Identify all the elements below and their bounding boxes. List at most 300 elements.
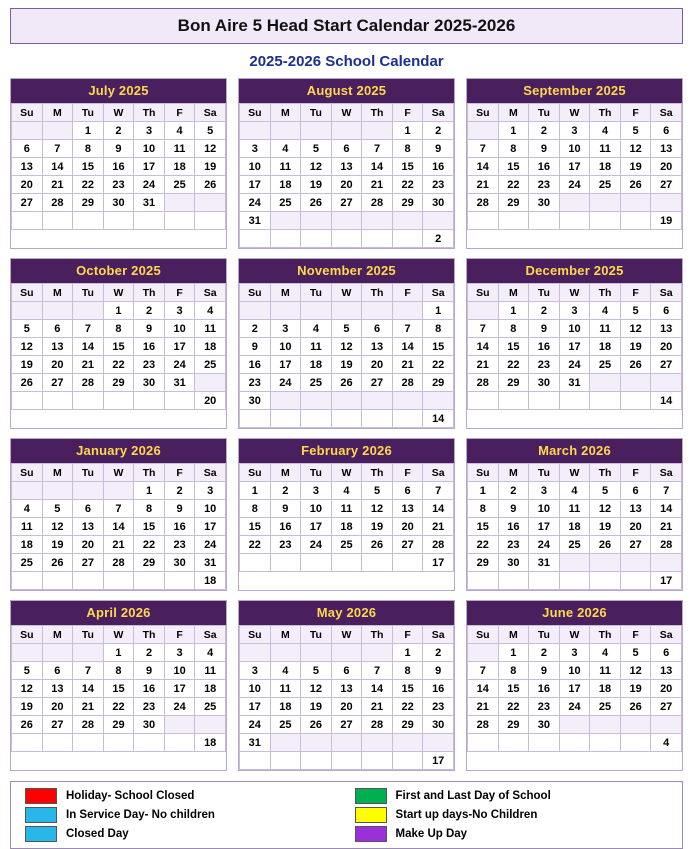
day-cell[interactable]: 12 xyxy=(620,662,651,680)
day-cell[interactable]: 12 xyxy=(12,338,43,356)
day-cell[interactable]: 16 xyxy=(103,158,134,176)
day-cell[interactable]: 14 xyxy=(468,158,499,176)
day-cell[interactable]: 7 xyxy=(103,500,134,518)
day-cell[interactable]: 27 xyxy=(42,374,73,392)
day-cell[interactable]: 3 xyxy=(270,320,301,338)
day-cell[interactable]: 8 xyxy=(498,140,529,158)
day-cell[interactable]: 29 xyxy=(498,374,529,392)
day-cell[interactable]: 18 xyxy=(195,338,226,356)
day-cell[interactable]: 1 xyxy=(423,302,454,320)
day-cell[interactable]: 29 xyxy=(392,716,423,734)
day-cell[interactable]: 11 xyxy=(12,518,43,536)
day-cell[interactable]: 18 xyxy=(270,698,301,716)
day-cell[interactable]: 9 xyxy=(240,338,271,356)
day-cell[interactable]: 14 xyxy=(103,518,134,536)
day-cell[interactable]: 29 xyxy=(498,194,529,212)
day-cell[interactable]: 19 xyxy=(590,518,621,536)
day-cell[interactable]: 7 xyxy=(423,482,454,500)
day-cell[interactable]: 12 xyxy=(362,500,393,518)
day-cell[interactable]: 22 xyxy=(103,698,134,716)
day-cell[interactable]: 6 xyxy=(331,140,362,158)
day-cell[interactable]: 3 xyxy=(559,302,590,320)
day-cell[interactable]: 26 xyxy=(362,536,393,554)
day-cell[interactable]: 2 xyxy=(529,302,560,320)
day-cell[interactable]: 19 xyxy=(620,680,651,698)
day-cell[interactable]: 30 xyxy=(423,194,454,212)
day-cell[interactable]: 7 xyxy=(42,140,73,158)
day-cell[interactable]: 13 xyxy=(392,500,423,518)
day-cell[interactable]: 8 xyxy=(134,500,165,518)
day-cell[interactable]: 10 xyxy=(559,140,590,158)
day-cell[interactable]: 10 xyxy=(164,662,195,680)
day-cell[interactable]: 26 xyxy=(12,374,43,392)
day-cell[interactable]: 19 xyxy=(12,356,43,374)
day-cell[interactable]: 14 xyxy=(423,500,454,518)
day-cell[interactable]: 12 xyxy=(301,158,332,176)
day-cell[interactable]: 10 xyxy=(240,680,271,698)
day-cell[interactable]: 19 xyxy=(12,698,43,716)
day-cell[interactable]: 12 xyxy=(12,680,43,698)
day-cell[interactable]: 29 xyxy=(468,554,499,572)
day-cell[interactable]: 4 xyxy=(590,644,621,662)
day-cell[interactable]: 16 xyxy=(270,518,301,536)
day-cell[interactable]: 5 xyxy=(301,662,332,680)
day-cell[interactable]: 19 xyxy=(362,518,393,536)
day-cell[interactable]: 4 xyxy=(164,122,195,140)
day-cell[interactable]: 25 xyxy=(301,374,332,392)
day-cell[interactable]: 18 xyxy=(559,518,590,536)
day-cell[interactable]: 16 xyxy=(529,338,560,356)
day-cell[interactable]: 6 xyxy=(362,320,393,338)
day-cell[interactable]: 8 xyxy=(468,500,499,518)
day-cell[interactable]: 30 xyxy=(529,374,560,392)
day-cell[interactable]: 1 xyxy=(498,302,529,320)
day-cell[interactable]: 23 xyxy=(270,536,301,554)
day-cell[interactable]: 6 xyxy=(392,482,423,500)
day-cell[interactable]: 24 xyxy=(164,356,195,374)
day-cell[interactable]: 6 xyxy=(651,644,682,662)
day-cell[interactable]: 6 xyxy=(73,500,104,518)
day-cell[interactable]: 23 xyxy=(134,356,165,374)
day-cell[interactable]: 12 xyxy=(620,140,651,158)
day-cell[interactable]: 29 xyxy=(498,716,529,734)
day-cell[interactable]: 8 xyxy=(103,662,134,680)
day-cell[interactable]: 29 xyxy=(423,374,454,392)
day-cell[interactable]: 15 xyxy=(468,518,499,536)
day-cell[interactable]: 18 xyxy=(270,176,301,194)
day-cell[interactable]: 26 xyxy=(301,194,332,212)
day-cell[interactable]: 13 xyxy=(12,158,43,176)
day-cell[interactable]: 25 xyxy=(590,176,621,194)
day-cell[interactable]: 27 xyxy=(362,374,393,392)
day-cell[interactable]: 25 xyxy=(270,716,301,734)
day-cell[interactable]: 2 xyxy=(529,644,560,662)
day-cell[interactable]: 17 xyxy=(559,338,590,356)
day-cell[interactable]: 24 xyxy=(240,194,271,212)
day-cell[interactable]: 30 xyxy=(529,716,560,734)
day-cell[interactable]: 26 xyxy=(301,716,332,734)
day-cell[interactable]: 24 xyxy=(559,176,590,194)
day-cell[interactable]: 3 xyxy=(559,644,590,662)
day-cell[interactable]: 4 xyxy=(301,320,332,338)
day-cell[interactable]: 27 xyxy=(42,716,73,734)
day-cell[interactable]: 3 xyxy=(559,122,590,140)
day-cell[interactable]: 8 xyxy=(240,500,271,518)
day-cell[interactable]: 12 xyxy=(620,320,651,338)
day-cell[interactable]: 6 xyxy=(42,662,73,680)
day-cell[interactable]: 28 xyxy=(468,716,499,734)
day-cell[interactable]: 17 xyxy=(134,158,165,176)
day-cell[interactable]: 28 xyxy=(73,374,104,392)
day-cell[interactable]: 17 xyxy=(270,356,301,374)
day-cell[interactable]: 10 xyxy=(240,158,271,176)
day-cell[interactable]: 11 xyxy=(164,140,195,158)
day-cell[interactable]: 2 xyxy=(498,482,529,500)
day-cell[interactable]: 9 xyxy=(423,662,454,680)
day-cell[interactable]: 23 xyxy=(134,698,165,716)
day-cell[interactable]: 14 xyxy=(468,680,499,698)
day-cell[interactable]: 5 xyxy=(620,122,651,140)
day-cell[interactable]: 27 xyxy=(651,176,682,194)
day-cell[interactable]: 5 xyxy=(195,122,226,140)
day-cell[interactable]: 14 xyxy=(73,680,104,698)
day-cell[interactable]: 4 xyxy=(590,302,621,320)
day-cell[interactable]: 8 xyxy=(498,320,529,338)
day-cell[interactable]: 17 xyxy=(559,680,590,698)
day-cell[interactable]: 26 xyxy=(331,374,362,392)
day-cell[interactable]: 27 xyxy=(620,536,651,554)
day-cell[interactable]: 31 xyxy=(240,212,271,230)
day-cell[interactable]: 17 xyxy=(559,158,590,176)
day-cell[interactable]: 8 xyxy=(103,320,134,338)
day-cell[interactable]: 18 xyxy=(164,158,195,176)
day-cell[interactable]: 6 xyxy=(651,122,682,140)
day-cell[interactable]: 7 xyxy=(362,140,393,158)
day-cell[interactable]: 21 xyxy=(362,698,393,716)
day-cell[interactable]: 22 xyxy=(103,356,134,374)
day-cell[interactable]: 29 xyxy=(103,374,134,392)
day-cell[interactable]: 24 xyxy=(559,356,590,374)
day-cell[interactable]: 2 xyxy=(164,482,195,500)
day-cell[interactable]: 18 xyxy=(590,338,621,356)
day-cell[interactable]: 18 xyxy=(590,158,621,176)
day-cell[interactable]: 20 xyxy=(651,680,682,698)
day-cell[interactable]: 17 xyxy=(164,680,195,698)
day-cell[interactable]: 11 xyxy=(195,662,226,680)
day-cell[interactable]: 1 xyxy=(103,302,134,320)
day-cell[interactable]: 4 xyxy=(590,122,621,140)
day-cell[interactable]: 11 xyxy=(270,680,301,698)
day-cell[interactable]: 30 xyxy=(134,716,165,734)
day-cell[interactable]: 31 xyxy=(195,554,226,572)
day-cell[interactable]: 6 xyxy=(12,140,43,158)
day-cell[interactable]: 7 xyxy=(73,662,104,680)
day-cell[interactable]: 29 xyxy=(103,716,134,734)
day-cell[interactable]: 16 xyxy=(134,338,165,356)
day-cell[interactable]: 1 xyxy=(468,482,499,500)
day-cell[interactable]: 22 xyxy=(392,698,423,716)
day-cell[interactable]: 5 xyxy=(42,500,73,518)
day-cell[interactable]: 18 xyxy=(590,680,621,698)
day-cell[interactable]: 19 xyxy=(42,536,73,554)
day-cell[interactable]: 6 xyxy=(620,482,651,500)
day-cell[interactable]: 22 xyxy=(423,356,454,374)
day-cell[interactable]: 18 xyxy=(195,680,226,698)
day-cell[interactable]: 20 xyxy=(362,356,393,374)
day-cell[interactable]: 5 xyxy=(362,482,393,500)
day-cell[interactable]: 10 xyxy=(270,338,301,356)
day-cell[interactable]: 2 xyxy=(529,122,560,140)
day-cell[interactable]: 3 xyxy=(134,122,165,140)
day-cell[interactable]: 9 xyxy=(164,500,195,518)
day-cell[interactable]: 6 xyxy=(331,662,362,680)
day-cell[interactable]: 4 xyxy=(559,482,590,500)
day-cell[interactable]: 9 xyxy=(529,320,560,338)
day-cell[interactable]: 2 xyxy=(423,644,454,662)
day-cell[interactable]: 6 xyxy=(651,302,682,320)
day-cell[interactable]: 2 xyxy=(240,320,271,338)
day-cell[interactable]: 9 xyxy=(134,320,165,338)
day-cell[interactable]: 16 xyxy=(529,158,560,176)
day-cell[interactable]: 11 xyxy=(195,320,226,338)
day-cell[interactable]: 3 xyxy=(164,644,195,662)
day-cell[interactable]: 20 xyxy=(42,698,73,716)
day-cell[interactable]: 11 xyxy=(331,500,362,518)
day-cell[interactable]: 23 xyxy=(164,536,195,554)
day-cell[interactable]: 9 xyxy=(134,662,165,680)
day-cell[interactable]: 25 xyxy=(195,698,226,716)
day-cell[interactable]: 2 xyxy=(270,482,301,500)
day-cell[interactable]: 19 xyxy=(301,698,332,716)
day-cell[interactable]: 17 xyxy=(529,518,560,536)
day-cell[interactable]: 28 xyxy=(362,194,393,212)
day-cell[interactable]: 9 xyxy=(423,140,454,158)
day-cell[interactable]: 1 xyxy=(392,644,423,662)
day-cell[interactable]: 13 xyxy=(620,500,651,518)
day-cell[interactable]: 11 xyxy=(559,500,590,518)
day-cell[interactable]: 5 xyxy=(620,302,651,320)
day-cell[interactable]: 3 xyxy=(240,662,271,680)
day-cell[interactable]: 16 xyxy=(423,158,454,176)
day-cell[interactable]: 4 xyxy=(331,482,362,500)
day-cell[interactable]: 12 xyxy=(331,338,362,356)
day-cell[interactable]: 20 xyxy=(651,338,682,356)
day-cell[interactable]: 16 xyxy=(164,518,195,536)
day-cell[interactable]: 3 xyxy=(529,482,560,500)
day-cell[interactable]: 13 xyxy=(331,158,362,176)
day-cell[interactable]: 20 xyxy=(392,518,423,536)
day-cell[interactable]: 11 xyxy=(590,320,621,338)
day-cell[interactable]: 22 xyxy=(498,176,529,194)
day-cell[interactable]: 17 xyxy=(301,518,332,536)
day-cell[interactable]: 4 xyxy=(195,302,226,320)
day-cell[interactable]: 23 xyxy=(529,176,560,194)
day-cell[interactable]: 28 xyxy=(103,554,134,572)
day-cell[interactable]: 27 xyxy=(331,194,362,212)
day-cell[interactable]: 21 xyxy=(468,356,499,374)
day-cell[interactable]: 21 xyxy=(73,356,104,374)
day-cell[interactable]: 27 xyxy=(12,194,43,212)
day-cell[interactable]: 13 xyxy=(651,662,682,680)
day-cell[interactable]: 4 xyxy=(195,644,226,662)
day-cell[interactable]: 22 xyxy=(468,536,499,554)
day-cell[interactable]: 18 xyxy=(12,536,43,554)
day-cell[interactable]: 5 xyxy=(331,320,362,338)
day-cell[interactable]: 25 xyxy=(590,698,621,716)
day-cell[interactable]: 15 xyxy=(73,158,104,176)
day-cell[interactable]: 21 xyxy=(362,176,393,194)
day-cell[interactable]: 7 xyxy=(73,320,104,338)
day-cell[interactable]: 24 xyxy=(559,698,590,716)
day-cell[interactable]: 24 xyxy=(134,176,165,194)
day-cell[interactable]: 8 xyxy=(498,662,529,680)
day-cell[interactable]: 4 xyxy=(12,500,43,518)
day-cell[interactable]: 8 xyxy=(392,140,423,158)
day-cell[interactable]: 11 xyxy=(590,662,621,680)
day-cell[interactable]: 3 xyxy=(301,482,332,500)
day-cell[interactable]: 3 xyxy=(195,482,226,500)
day-cell[interactable]: 24 xyxy=(529,536,560,554)
day-cell[interactable]: 13 xyxy=(42,338,73,356)
day-cell[interactable]: 23 xyxy=(529,356,560,374)
day-cell[interactable]: 25 xyxy=(559,536,590,554)
day-cell[interactable]: 7 xyxy=(392,320,423,338)
day-cell[interactable]: 20 xyxy=(331,176,362,194)
day-cell[interactable]: 2 xyxy=(134,644,165,662)
day-cell[interactable]: 10 xyxy=(559,662,590,680)
day-cell[interactable]: 22 xyxy=(134,536,165,554)
day-cell[interactable]: 11 xyxy=(270,158,301,176)
day-cell[interactable]: 9 xyxy=(270,500,301,518)
day-cell[interactable]: 26 xyxy=(590,536,621,554)
day-cell[interactable]: 22 xyxy=(498,698,529,716)
day-cell[interactable]: 23 xyxy=(423,698,454,716)
day-cell[interactable]: 1 xyxy=(134,482,165,500)
day-cell[interactable]: 7 xyxy=(468,662,499,680)
day-cell[interactable]: 28 xyxy=(73,716,104,734)
day-cell[interactable]: 29 xyxy=(73,194,104,212)
day-cell[interactable]: 7 xyxy=(468,140,499,158)
day-cell[interactable]: 19 xyxy=(331,356,362,374)
day-cell[interactable]: 19 xyxy=(620,338,651,356)
day-cell[interactable]: 10 xyxy=(164,320,195,338)
day-cell[interactable]: 14 xyxy=(73,338,104,356)
day-cell[interactable]: 21 xyxy=(423,518,454,536)
day-cell[interactable]: 30 xyxy=(240,392,271,410)
day-cell[interactable]: 1 xyxy=(73,122,104,140)
day-cell[interactable]: 15 xyxy=(134,518,165,536)
day-cell[interactable]: 2 xyxy=(423,122,454,140)
day-cell[interactable]: 25 xyxy=(270,194,301,212)
day-cell[interactable]: 14 xyxy=(651,500,682,518)
day-cell[interactable]: 23 xyxy=(240,374,271,392)
day-cell[interactable]: 19 xyxy=(620,158,651,176)
day-cell[interactable]: 11 xyxy=(301,338,332,356)
day-cell[interactable]: 15 xyxy=(423,338,454,356)
day-cell[interactable]: 6 xyxy=(42,320,73,338)
day-cell[interactable]: 30 xyxy=(529,194,560,212)
day-cell[interactable]: 14 xyxy=(392,338,423,356)
day-cell[interactable]: 1 xyxy=(240,482,271,500)
day-cell[interactable]: 21 xyxy=(392,356,423,374)
day-cell[interactable]: 9 xyxy=(529,140,560,158)
day-cell[interactable]: 16 xyxy=(498,518,529,536)
day-cell[interactable]: 16 xyxy=(423,680,454,698)
day-cell[interactable]: 28 xyxy=(362,716,393,734)
day-cell[interactable]: 20 xyxy=(620,518,651,536)
day-cell[interactable]: 5 xyxy=(12,662,43,680)
day-cell[interactable]: 2 xyxy=(134,302,165,320)
day-cell[interactable]: 15 xyxy=(240,518,271,536)
day-cell[interactable]: 19 xyxy=(195,158,226,176)
day-cell[interactable]: 15 xyxy=(392,158,423,176)
day-cell[interactable]: 19 xyxy=(301,176,332,194)
day-cell[interactable]: 16 xyxy=(529,680,560,698)
day-cell[interactable]: 26 xyxy=(620,698,651,716)
day-cell[interactable]: 17 xyxy=(240,698,271,716)
day-cell[interactable]: 28 xyxy=(468,194,499,212)
day-cell[interactable]: 27 xyxy=(73,554,104,572)
day-cell[interactable]: 25 xyxy=(331,536,362,554)
day-cell[interactable]: 25 xyxy=(195,356,226,374)
day-cell[interactable]: 31 xyxy=(559,374,590,392)
day-cell[interactable]: 10 xyxy=(529,500,560,518)
day-cell[interactable]: 24 xyxy=(164,698,195,716)
day-cell[interactable]: 28 xyxy=(468,374,499,392)
day-cell[interactable]: 26 xyxy=(195,176,226,194)
day-cell[interactable]: 1 xyxy=(103,644,134,662)
day-cell[interactable]: 26 xyxy=(12,716,43,734)
day-cell[interactable]: 16 xyxy=(134,680,165,698)
day-cell[interactable]: 17 xyxy=(240,176,271,194)
day-cell[interactable]: 5 xyxy=(301,140,332,158)
day-cell[interactable]: 5 xyxy=(12,320,43,338)
day-cell[interactable]: 23 xyxy=(529,698,560,716)
day-cell[interactable]: 14 xyxy=(468,338,499,356)
day-cell[interactable]: 12 xyxy=(301,680,332,698)
day-cell[interactable]: 3 xyxy=(240,140,271,158)
day-cell[interactable]: 10 xyxy=(195,500,226,518)
day-cell[interactable]: 9 xyxy=(529,662,560,680)
day-cell[interactable]: 30 xyxy=(423,716,454,734)
day-cell[interactable]: 12 xyxy=(590,500,621,518)
day-cell[interactable]: 8 xyxy=(73,140,104,158)
day-cell[interactable]: 13 xyxy=(362,338,393,356)
day-cell[interactable]: 24 xyxy=(270,374,301,392)
day-cell[interactable]: 24 xyxy=(240,716,271,734)
day-cell[interactable]: 15 xyxy=(103,680,134,698)
day-cell[interactable]: 26 xyxy=(620,176,651,194)
day-cell[interactable]: 27 xyxy=(331,716,362,734)
day-cell[interactable]: 23 xyxy=(498,536,529,554)
day-cell[interactable]: 13 xyxy=(331,680,362,698)
day-cell[interactable]: 4 xyxy=(270,662,301,680)
day-cell[interactable]: 9 xyxy=(103,140,134,158)
day-cell[interactable]: 8 xyxy=(423,320,454,338)
day-cell[interactable]: 11 xyxy=(590,140,621,158)
day-cell[interactable]: 30 xyxy=(164,554,195,572)
day-cell[interactable]: 9 xyxy=(498,500,529,518)
day-cell[interactable]: 13 xyxy=(651,320,682,338)
day-cell[interactable]: 10 xyxy=(559,320,590,338)
day-cell[interactable]: 27 xyxy=(392,536,423,554)
day-cell[interactable]: 21 xyxy=(468,176,499,194)
day-cell[interactable]: 22 xyxy=(392,176,423,194)
day-cell[interactable]: 17 xyxy=(195,518,226,536)
day-cell[interactable]: 14 xyxy=(42,158,73,176)
day-cell[interactable]: 25 xyxy=(12,554,43,572)
day-cell[interactable]: 15 xyxy=(498,158,529,176)
